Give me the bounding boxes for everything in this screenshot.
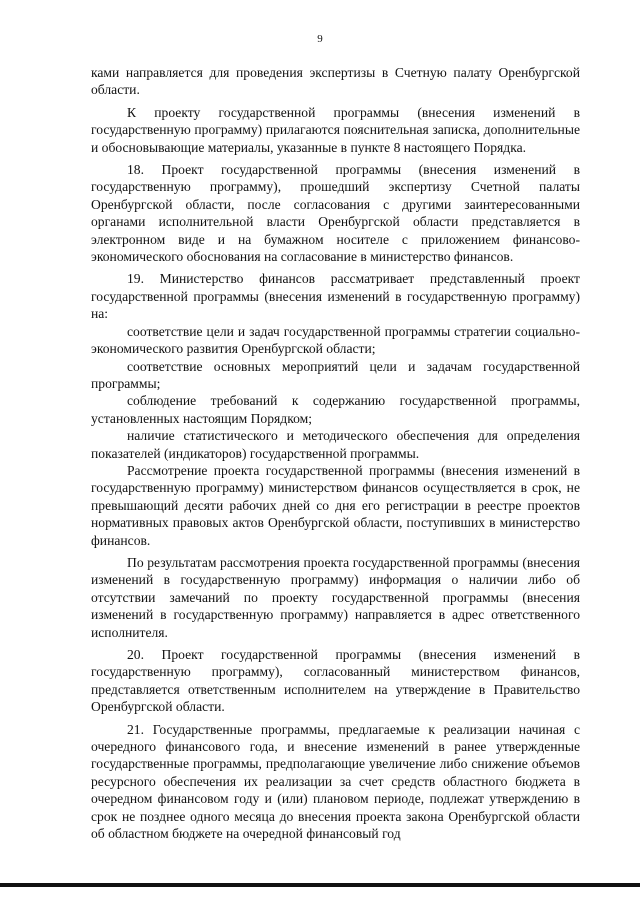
paragraph-18: 18. Проект государственной программы (внесения изменений в государственную программу), прошедший экспертизу Счетной палаты Оренбургской области, после согласования с другими заинтересованными органами исполнительной власти Оренбургской области представляется в электронном виде и на бумажном носителе с приложением финансово-экономического обоснования на согласование в министерство финансов. [91, 162, 580, 265]
document-body [91, 64, 580, 842]
paragraph-19-item-indicators: наличие статистического и методического обеспечения для определения показателей (индикаторов) государственной программы. [91, 428, 580, 461]
paragraph-19-item-goals: соответствие цели и задач государственной программы стратегии социально-экономического развития Оренбургской области; [91, 323, 580, 357]
paragraph-attachments: К проекту государственной программы (внесения изменений в государственную программу) прилагаются пояснительная записка, дополнительные и обосновывающие материалы, указанные в пункте 8 настоящего Порядка. [91, 104, 580, 155]
paragraph-21: 21. Государственные программы, предлагаемые к реализации начиная с очередного финансового года, и внесение изменений в ранее утвержденные государственные программы, предполагающие увеличение либо снижение объемов ресурсного обеспечения их реализации за счет средств областного бюджета в очередном финансовом году и (или) плановом периоде, подлежат утверждению в срок не позднее одного месяца до внесения проекта закона Оренбургской области об областном бюджете на очередной финансовый год [91, 721, 580, 842]
paragraph-20: 20. Проект государственной программы (внесения изменений в государственную программу), согласованный министерством финансов, представляется ответственным исполнителем на утверждение в Правительство Оренбургской области. [91, 647, 580, 715]
paragraph-19-item-activities: соответствие основных мероприятий цели и задачам государственной программы; [91, 358, 580, 391]
paragraph-continuation: ками направляется для проведения экспертизы в Счетную палату Оренбургской области. [91, 65, 580, 98]
paragraph-19: 19. Министерство финансов рассматривает представленный проект государственной программы (внесения изменений в государственную программу) на: [91, 271, 580, 322]
page-bottom-border [0, 883, 640, 887]
paragraph-review-results: По результатам рассмотрения проекта государственной программы (внесения изменений в государственную программу) информация о наличии либо об отсутствии замечаний по проекту государственной программы (внесения изменений в государственную программу) направляется в адрес ответственного исполнителя. [91, 554, 580, 640]
paragraph-19-item-requirements: соблюдение требований к содержанию государственной программы, установленных настоящим Порядком; [91, 393, 580, 426]
page-number: 9 [317, 33, 323, 45]
paragraph-review-term: Рассмотрение проекта государственной программы (внесения изменений в государственную программу) министерством финансов осуществляется в срок, не превышающий десяти рабочих дней со дня его регистрации в реестре проектов нормативных правовых актов Оренбургской области, поступивших в министерство финансов. [91, 462, 580, 548]
